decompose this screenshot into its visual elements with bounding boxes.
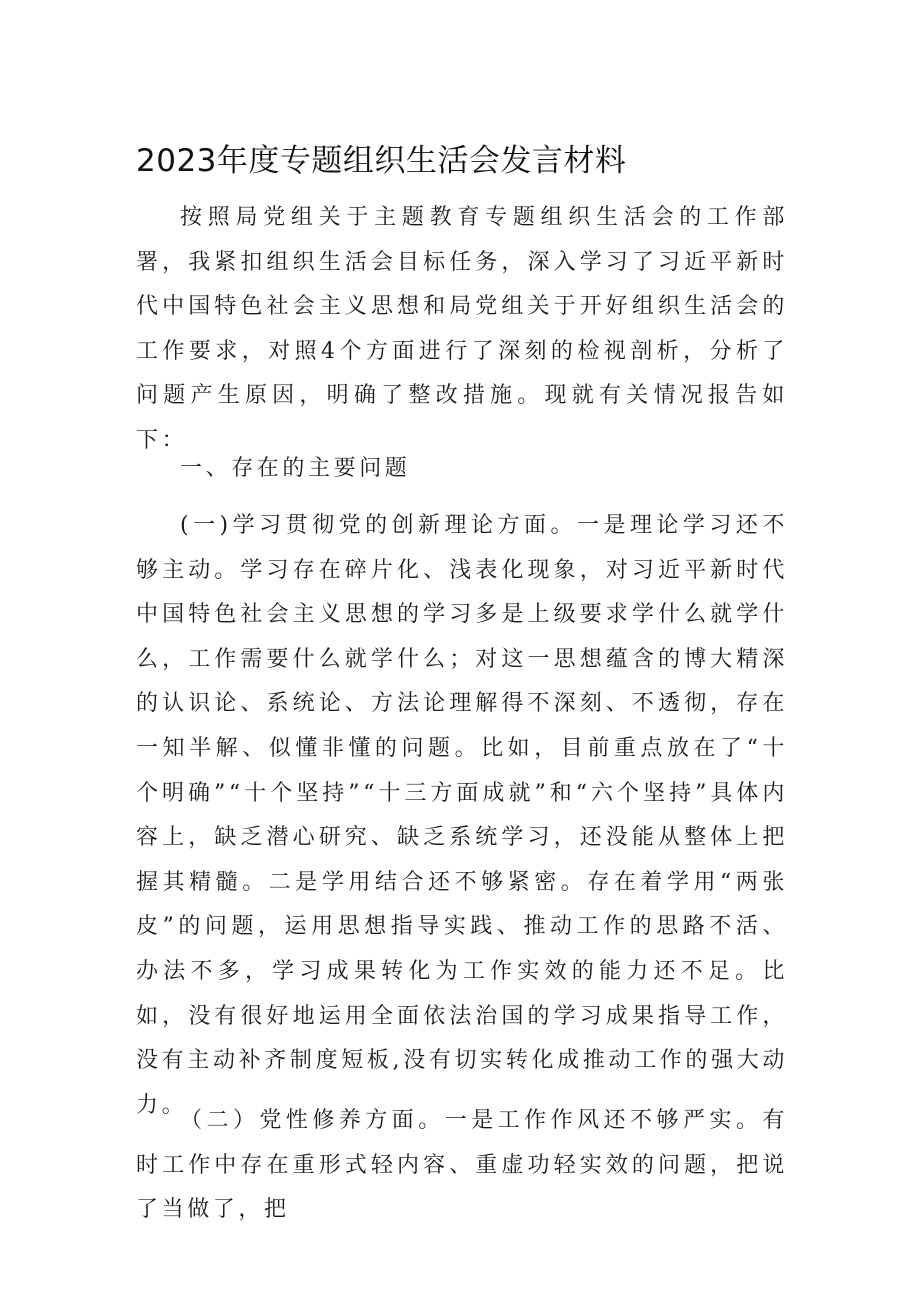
document-title: 2023年度专题组织生活会发言材料 xyxy=(136,143,627,179)
subsection-party-spirit: （二）党性修养方面。一是工作作风还不够严实。有时工作中存在重形式轻内容、重虚功轻实效的问题，把说了当做了，把 xyxy=(136,1108,788,1223)
section-heading-problems: 一、存在的主要问题 xyxy=(180,456,411,481)
subsection-theory-study: (一)学习贯彻党的创新理论方面。一是理论学习还不够主动。学习存在碎片化、浅表化现象，对习近平新时代中国特色社会主义思想的学习多是上级要求学什么就学什么，工作需要什么就学什么；对这一思想蕴含的博大精深的认识论、系统论、方法论理解得不深刻、不透彻，存在一知半解、似懂非懂的问题。比如，目前重点放在了“十个明确”“十个坚持”“十三方面成就”和“六个坚持”具体内容上，缺乏潜心研究、缺乏系统学习，还没能从整体上把握其精髓。二是学用结合还不够紧密。存在着学用“两张皮”的问题，运用思想指导实践、推动工作的思路不活、办法不多，学习成果转化为工作实效的能力还不足。比如，没有很好地运用全面依法治国的学习成果指导工作，没有主动补齐制度短板,没有切实转化成推动工作的强大动力。 xyxy=(136,513,788,1118)
intro-paragraph: 按照局党组关于主题教育专题组织生活会的工作部署，我紧扣组织生活会目标任务，深入学习了习近平新时代中国特色社会主义思想和局党组关于开好组织生活会的工作要求，对照4个方面进行了深刻的检视剖析，分析了问题产生原因，明确了整改措施。现就有关情况报告如下： xyxy=(136,205,788,453)
